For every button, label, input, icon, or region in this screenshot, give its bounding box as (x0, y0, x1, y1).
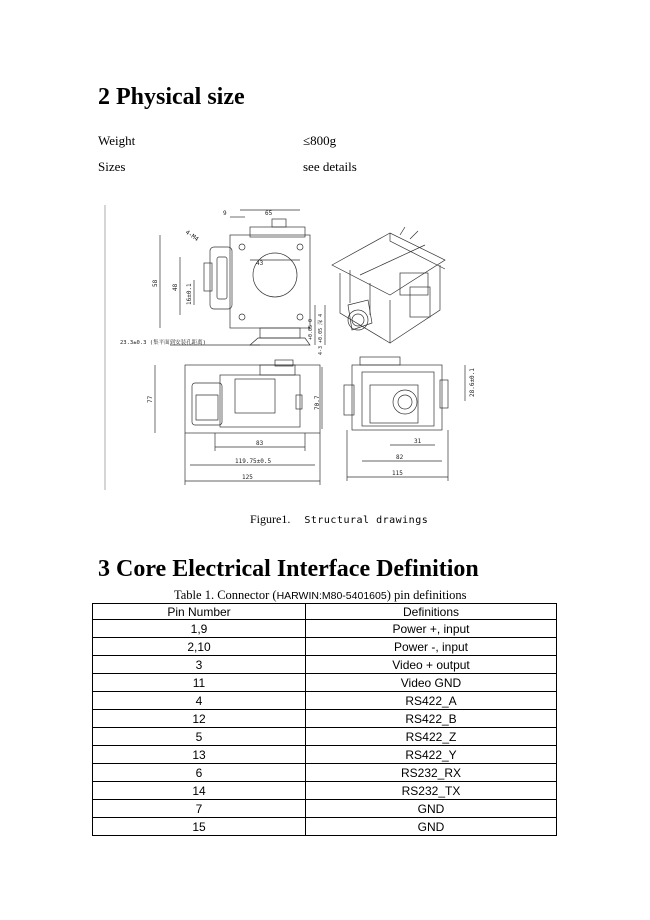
header-definitions: Definitions (306, 604, 557, 620)
table-caption-part-number: HARWIN:M80-5401605 (276, 590, 387, 602)
definition-cell: RS422_A (306, 692, 557, 710)
side-view (155, 360, 322, 485)
figure-caption (250, 512, 428, 527)
dim-23: 23.3±0.3 (集平面到安装孔距离) (120, 340, 206, 346)
dim-side1: 4-3 +0.05 深 4 (318, 313, 324, 355)
pin-definition-table (92, 603, 557, 836)
pin-number-cell: 13 (93, 746, 306, 764)
dim-70-7: 70.7 (314, 395, 321, 410)
pin-number-cell: 3 (93, 656, 306, 674)
pin-number-cell: 5 (93, 728, 306, 746)
pin-number-cell: 7 (93, 800, 306, 818)
table-row (93, 728, 557, 746)
pin-number-cell: 15 (93, 818, 306, 836)
table-row (93, 782, 557, 800)
table-row (93, 764, 557, 782)
dim-82: 82 (396, 454, 404, 461)
pin-number-cell: 6 (93, 764, 306, 782)
table-caption-post: ) pin definitions (386, 588, 467, 602)
pin-number-cell: 2,10 (93, 638, 306, 656)
pin-number-cell: 14 (93, 782, 306, 800)
dim-48: 48 (172, 283, 179, 291)
table-row (93, 656, 557, 674)
definition-cell: RS422_Z (306, 728, 557, 746)
table-row (93, 674, 557, 692)
rear-view (344, 357, 465, 481)
pin-number-cell: 11 (93, 674, 306, 692)
table-row (93, 746, 557, 764)
sizes-label: Sizes (98, 159, 126, 174)
definition-cell: Video GND (306, 674, 557, 692)
dim-43: 43 (256, 260, 264, 267)
table-row (93, 710, 557, 728)
definition-cell: RS422_B (306, 710, 557, 728)
isometric-view (332, 227, 445, 343)
pin-number-cell: 12 (93, 710, 306, 728)
table-row (93, 800, 557, 818)
figure-caption-label: Figure1. (250, 512, 291, 526)
definition-cell: Power +, input (306, 620, 557, 638)
definition-cell: GND (306, 818, 557, 836)
table-caption-pre: Table 1. Connector ( (174, 588, 277, 602)
dim-77: 77 (147, 395, 154, 403)
dim-115: 115 (392, 470, 403, 477)
dim-28-6: 28.6±0.1 (469, 368, 476, 397)
dim-83: 83 (256, 440, 264, 447)
table-caption (174, 588, 467, 603)
definition-cell: GND (306, 800, 557, 818)
pin-number-cell: 4 (93, 692, 306, 710)
table-row (93, 620, 557, 638)
weight-value: ≤800g (303, 133, 337, 148)
dim-hole: 4-M4 (183, 228, 200, 243)
definition-cell: RS422_Y (306, 746, 557, 764)
weight-label: Weight (98, 133, 136, 148)
definition-cell: Power -, input (306, 638, 557, 656)
dim-side2: +0.05 0 (308, 318, 314, 340)
table-row (93, 638, 557, 656)
dim-119-75: 119.75±0.5 (235, 458, 272, 465)
header-pin-number: Pin Number (93, 604, 306, 620)
front-view (160, 210, 325, 345)
definition-cell: RS232_RX (306, 764, 557, 782)
section-heading-electrical-interface: 3 Core Electrical Interface Definition (98, 556, 479, 582)
dim-16: 16±0.1 (186, 283, 193, 305)
structural-drawing (100, 205, 480, 490)
table-row (93, 818, 557, 836)
section-heading-physical-size: 2 Physical size (98, 84, 245, 110)
dim-9: 9 (223, 210, 227, 217)
dim-125: 125 (242, 474, 253, 481)
dim-58: 58 (152, 279, 159, 287)
definition-cell: Video + output (306, 656, 557, 674)
table-header-row (93, 604, 557, 620)
dim-65: 65 (265, 210, 273, 217)
pin-number-cell: 1,9 (93, 620, 306, 638)
sizes-value: see details (303, 159, 357, 174)
dim-31: 31 (414, 438, 422, 445)
definition-cell: RS232_TX (306, 782, 557, 800)
figure-caption-text: Structural drawings (304, 515, 429, 526)
table-row (93, 692, 557, 710)
